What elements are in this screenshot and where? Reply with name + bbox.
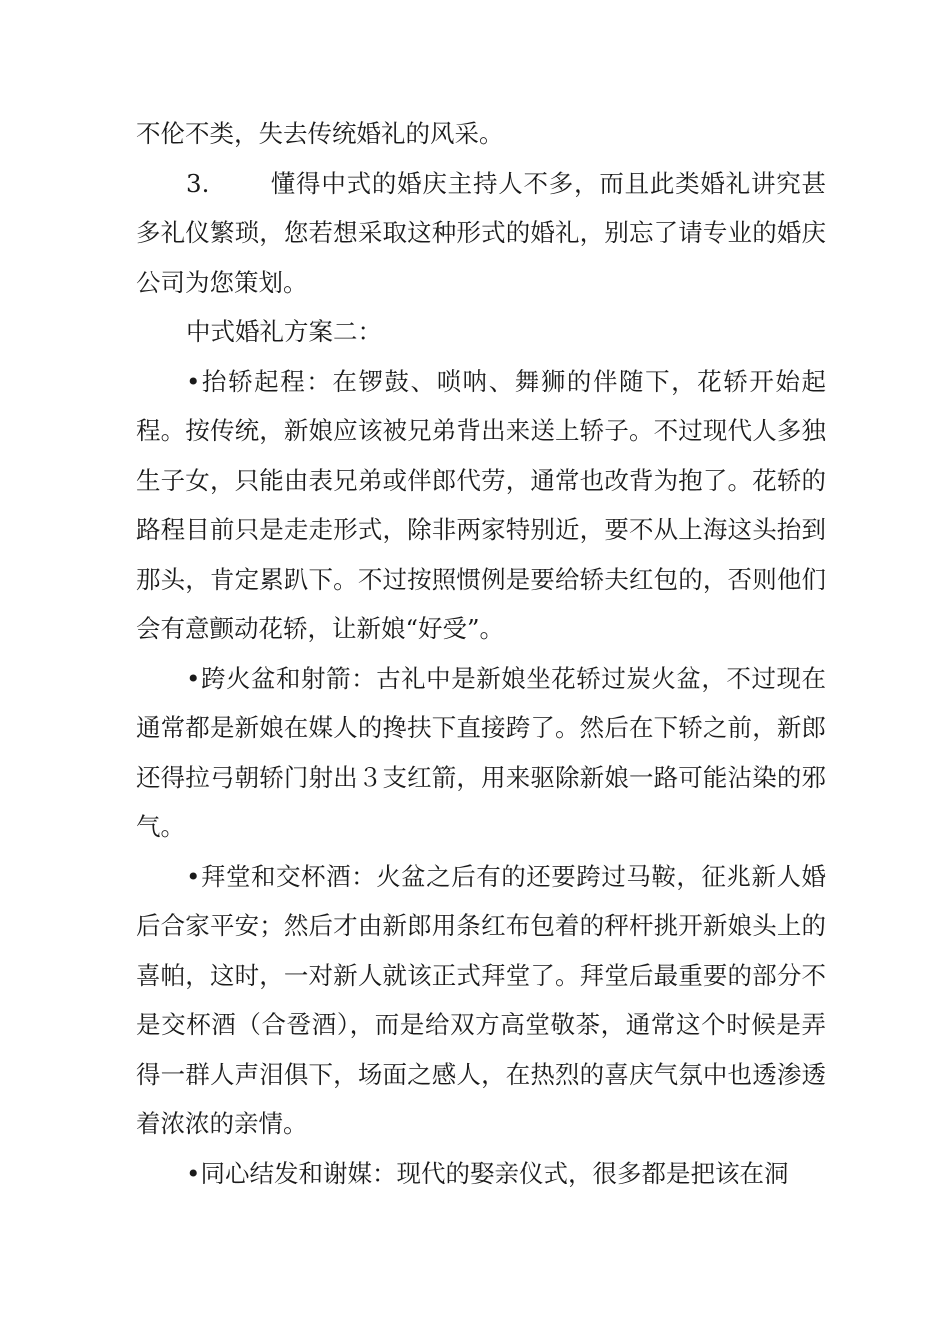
document-page xyxy=(136,109,826,1198)
paragraph-text: 懂得中式的婚庆主持人不多，而且此类婚礼讲究甚多礼仪繁琐，您若想采取这种形式的婚礼，别忘了请专业的婚庆公司为您策划。 xyxy=(136,168,826,297)
paragraph-continuation: 不伦不类，失去传统婚礼的风采。 xyxy=(136,119,504,148)
paragraph-bullet-fire-basin: •跨火盆和射箭：古礼中是新娘坐花轿过炭火盆，不过现在通常都是新娘在媒人的搀扶下直接跨了。然后在下轿之前，新郎还得拉弓朝轿门射出３支红箭，用来驱除新娘一路可能沾染的邪气。 xyxy=(136,663,826,841)
paragraph-bullet-worship: •拜堂和交杯酒：火盆之后有的还要跨过马鞍，征兆新人婚后合家平安；然后才由新郎用条红布包着的秤杆挑开新娘头上的喜帕，这时，一对新人就该正式拜堂了。拜堂后最重要的部分不是交杯酒（合卺酒），而是给双方高堂敬茶，通常这个时候是弄得一群人声泪俱下，场面之感人，在热烈的喜庆气氛中也透渗透着浓浓的亲情。 xyxy=(136,861,826,1138)
section-heading: 中式婚礼方案二： xyxy=(186,317,382,346)
numbered-paragraph-3 xyxy=(136,159,826,308)
list-number: 3. xyxy=(186,168,210,198)
paragraph-bullet-hair-knot: •同心结发和谢媒：现代的娶亲仪式，很多都是把该在洞 xyxy=(186,1158,789,1188)
paragraph-bullet-sedan: •抬轿起程：在锣鼓、唢呐、舞狮的伴随下，花轿开始起程。按传统，新娘应该被兄弟背出来送上轿子。不过现代人多独生子女，只能由表兄弟或伴郎代劳，通常也改背为抱了。花轿的路程目前只是走走形式，除非两家特别近，要不从上海这头抬到那头，肯定累趴下。不过按照惯例是要给轿夫红包的，否则他们会有意颤动花轿，让新娘“好受”。 xyxy=(136,366,826,643)
